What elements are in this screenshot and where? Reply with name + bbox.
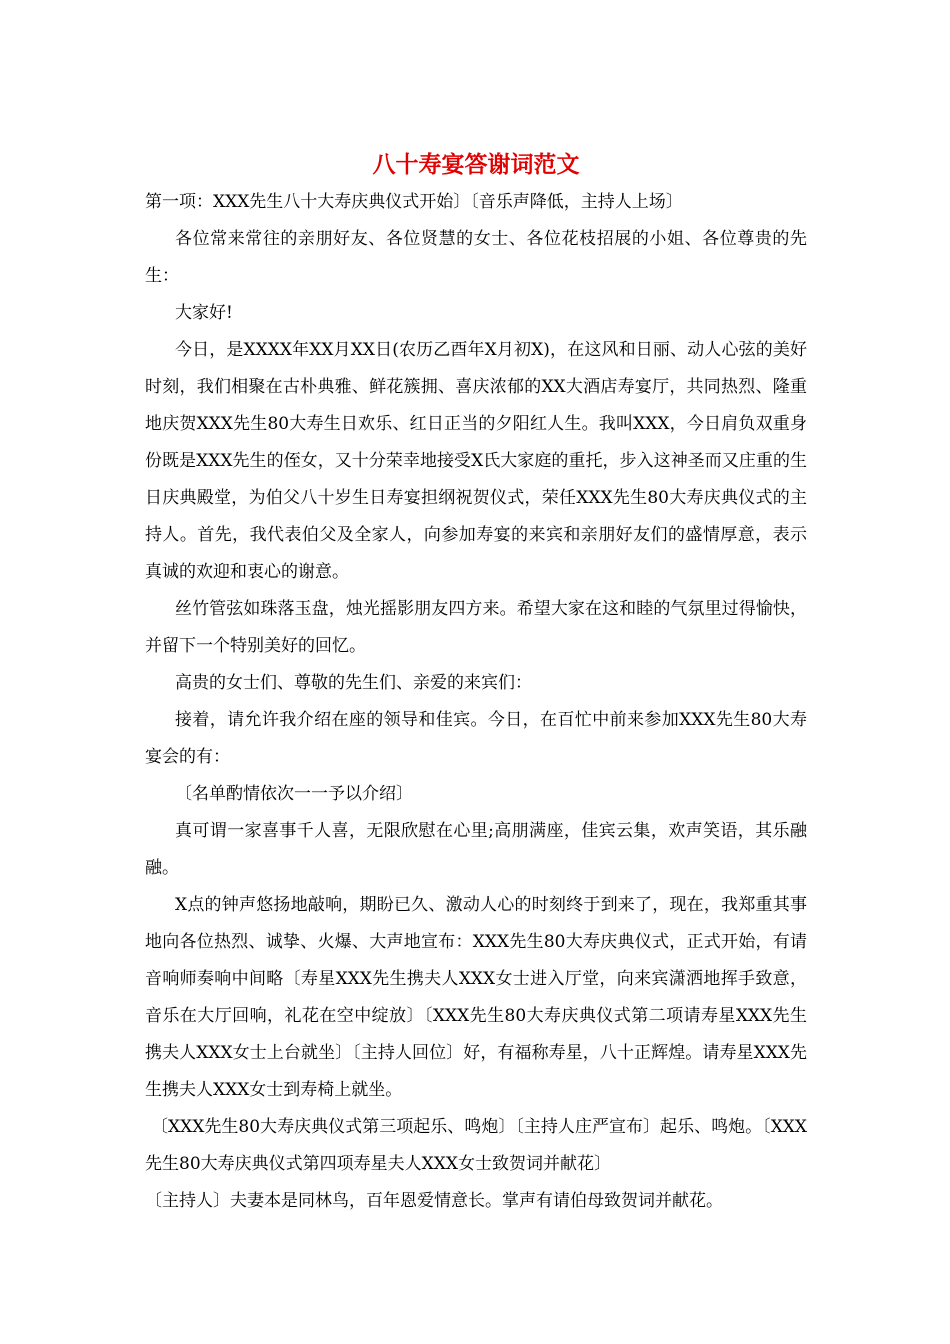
paragraph-ceremony-start: X点的钟声悠扬地敲响，期盼已久、激动人心的时刻终于到来了，现在，我郑重其事地向各位热烈、诚挚、火爆、大声地宣布：XXX先生80大寿庆典仪式，正式开始，有请音响师奏响中间略〔寿星XXX先生携夫人XXX女士进入厅堂，向来宾潇洒地挥手致意，音乐在大厅回响，礼花在空中绽放〕〔XXX先生80大寿庆典仪式第二项请寿星XXX先生携夫人XXX女士上台就坐〕〔主持人回位〕好，有福称寿星，八十正辉煌。请寿星XXX先生携夫人XXX女士到寿椅上就坐。: [145, 895, 807, 1100]
document-page: [145, 150, 807, 1220]
paragraph-item-three: 〔XXX先生80大寿庆典仪式第三项起乐、鸣炮〕〔主持人庄严宣布〕起乐、鸣炮。〔XXX先生80大寿庆典仪式第四项寿星夫人XXX女士致贺词并献花〕: [145, 1117, 807, 1174]
paragraph-music: 丝竹管弦如珠落玉盘，烛光摇影朋友四方来。希望大家在这和睦的气氛里过得愉快，并留下一个特别美好的回忆。: [145, 599, 807, 656]
paragraph-today: 今日，是XXXX年XX月XX日(农历乙酉年X月初X)，在这风和日丽、动人心弦的美好时刻，我们相聚在古朴典雅、鲜花簇拥、喜庆浓郁的XX大酒店寿宴厅，共同热烈、隆重地庆贺XXX先生80大寿生日欢乐、红日正当的夕阳红人生。我叫XXX，今日肩负双重身份既是XXX先生的侄女，又十分荣幸地接受X氏大家庭的重托，步入这神圣而又庄重的生日庆典殿堂，为伯父八十岁生日寿宴担纲祝贺仪式，荣任XXX先生80大寿庆典仪式的主持人。首先，我代表伯父及全家人，向参加寿宴的来宾和亲朋好友们的盛情厚意，表示真诚的欢迎和衷心的谢意。: [145, 340, 807, 582]
paragraph-name-list: 〔名单酌情依次一一予以介绍〕: [175, 784, 413, 804]
paragraph-introduce-guests: 接着，请允许我介绍在座的领导和佳宾。今日，在百忙中前来参加XXX先生80大寿宴会的有：: [145, 710, 807, 767]
paragraph-section-one: 第一项：XXX先生八十大寿庆典仪式开始〕〔音乐声降低，主持人上场〕: [145, 192, 683, 212]
paragraph-dear-guests: 高贵的女士们、尊敬的先生们、亲爱的来宾们：: [175, 673, 532, 693]
paragraph-host-remarks: 〔主持人〕夫妻本是同林鸟，百年恩爱情意长。掌声有请伯母致贺词并献花。: [145, 1191, 723, 1211]
document-title: 八十寿宴答谢词范文: [372, 151, 580, 178]
paragraph-hello: 大家好!: [175, 303, 233, 323]
paragraph-joy: 真可谓一家喜事千人喜，无限欣慰在心里;高朋满座，佳宾云集，欢声笑语，其乐融融。: [145, 821, 807, 878]
paragraph-greeting-guests: 各位常来常往的亲朋好友、各位贤慧的女士、各位花枝招展的小姐、各位尊贵的先生：: [145, 229, 807, 286]
